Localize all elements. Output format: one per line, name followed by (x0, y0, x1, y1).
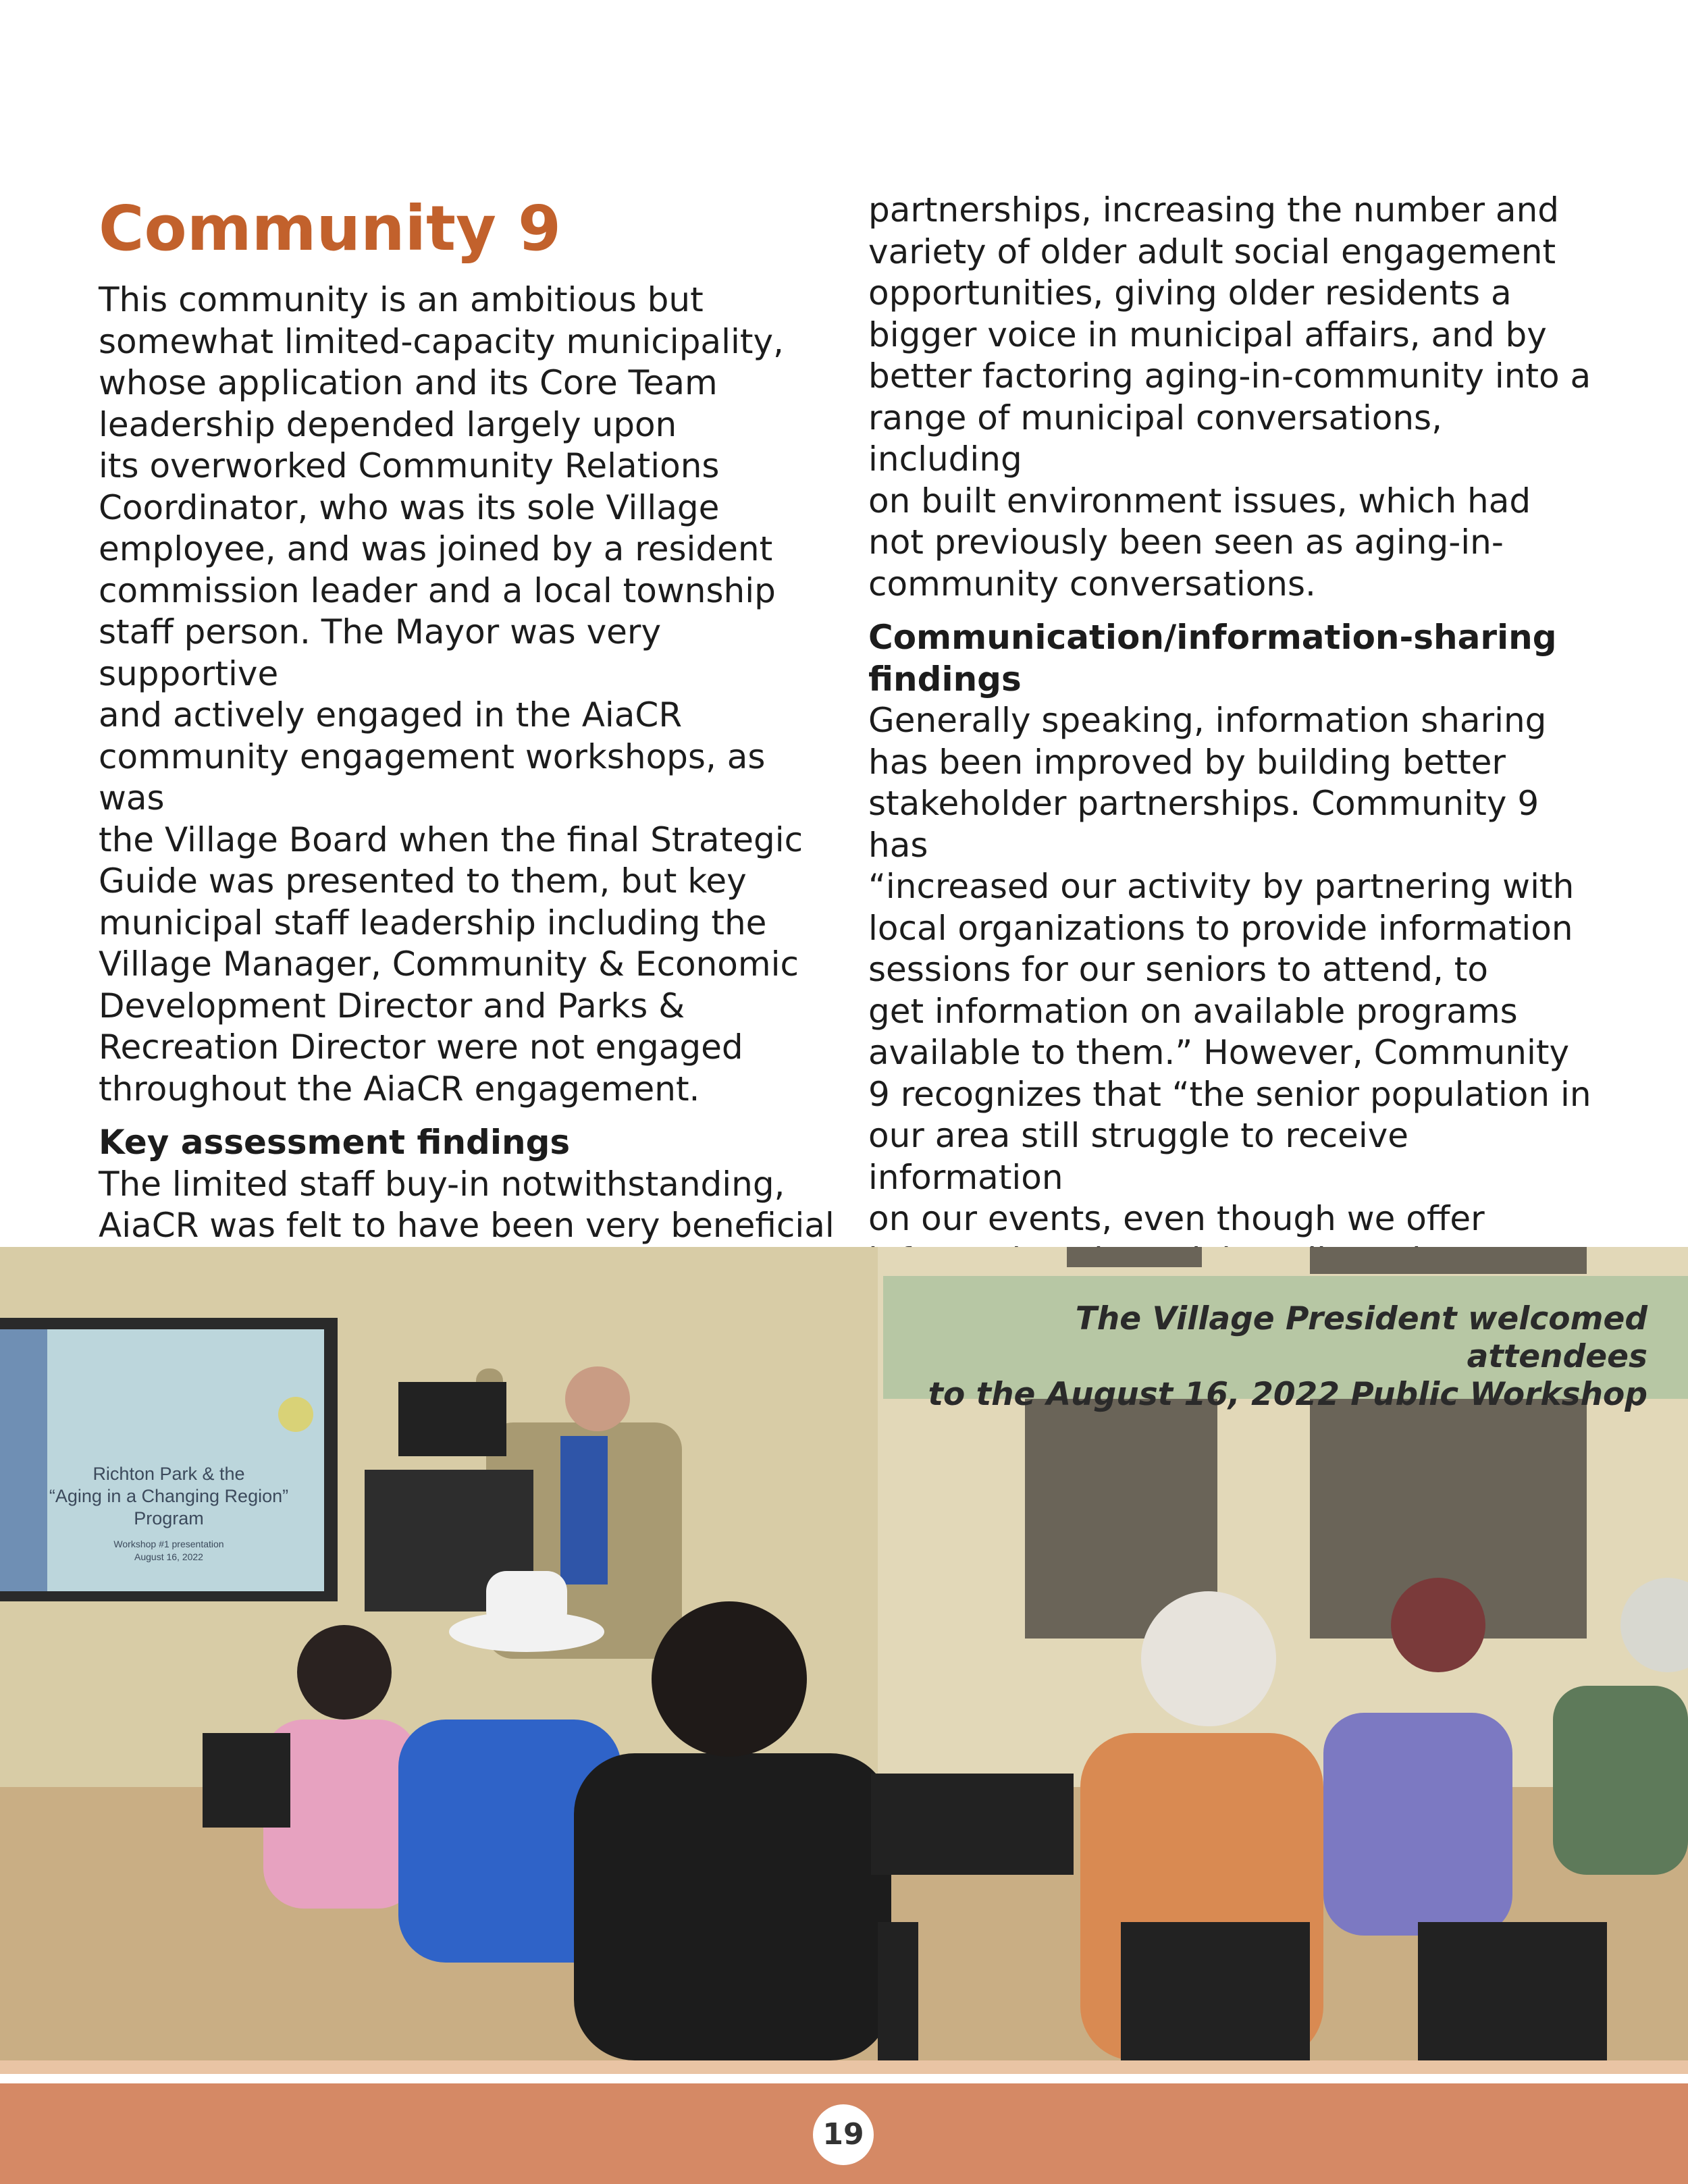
text-line: findings (868, 659, 1022, 699)
text-line: its overworked Community Relations (99, 446, 720, 485)
text-line: available to them.” However, Community (868, 1033, 1570, 1072)
right-column (868, 190, 1604, 1323)
text-line: Coordinator, who was its sole Village (99, 487, 720, 527)
text-line: variety of older adult social engagement (868, 232, 1556, 271)
caption-line: to the August 16, 2022 Public Workshop (928, 1376, 1647, 1413)
caption-line: The Village President welcomed attendees (1075, 1300, 1647, 1375)
text-line: The limited staff buy-in notwithstanding, (99, 1164, 785, 1204)
continued-paragraph (868, 190, 1604, 605)
text-line: Recreation Director were not engaged (99, 1028, 743, 1067)
text-line: community engagement workshops, as was (99, 737, 766, 818)
text-line: leadership depended largely upon (99, 404, 677, 444)
slide-subtitle-line: Workshop #1 presentation (113, 1539, 224, 1549)
text-line: commission leader and a local township (99, 570, 776, 610)
slide-subtitle-line: August 16, 2022 (134, 1551, 203, 1562)
page-number: 19 (813, 2104, 874, 2165)
communication-paragraph (868, 700, 1604, 1323)
slide-title-line: Program (134, 1508, 204, 1528)
slide-title-line: Richton Park & the (93, 1464, 245, 1484)
text-line: community conversations. (868, 564, 1316, 604)
text-line: somewhat limited-capacity municipality, (99, 321, 784, 361)
text-line: sessions for our seniors to attend, to (868, 950, 1488, 989)
text-line: bigger voice in municipal affairs, and by (868, 315, 1547, 354)
text-line: “increased our activity by partnering with (868, 867, 1575, 906)
text-line: has been improved by building better (868, 742, 1506, 782)
slide-title-line: “Aging in a Changing Region” (49, 1486, 289, 1506)
text-line: Guide was presented to them, but key (99, 861, 747, 901)
text-line: better factoring aging-in-community into a (868, 356, 1591, 396)
text-line: AiaCR was felt to have been very beneficial (99, 1206, 835, 1245)
text-line: Village Manager, Community & Economic (99, 944, 799, 984)
photo-caption (883, 1276, 1688, 1413)
text-line: throughout the AiaCR engagement. (99, 1069, 700, 1109)
text-line: Development Director and Parks & (99, 986, 685, 1026)
footer-stripe (0, 2060, 1688, 2074)
text-line: range of municipal conversations, including (868, 398, 1442, 479)
text-line: 9 recognizes that “the senior population in (868, 1074, 1591, 1114)
text-line: local organizations to provide information (868, 908, 1573, 948)
text-line: Communication/information-sharing (868, 618, 1557, 657)
text-line: the Village Board when the final Strategic (99, 820, 803, 859)
page-title: Community 9 (99, 192, 561, 265)
text-line: get information on available programs (868, 991, 1518, 1031)
text-line: not previously been seen as aging-in- (868, 523, 1504, 562)
text-line: whose application and its Core Team (99, 363, 718, 402)
key-assessment-heading: Key assessment findings (99, 1123, 571, 1162)
text-line: staff person. The Mayor was very supportive (99, 612, 662, 693)
text-line: our area still struggle to receive information (868, 1116, 1409, 1197)
text-line: stakeholder partnerships. Community 9 has (868, 784, 1539, 865)
left-column (99, 279, 835, 1288)
intro-paragraph (99, 279, 835, 1110)
text-line: Generally speaking, information sharing (868, 701, 1547, 740)
text-line: This community is an ambitious but (99, 280, 704, 319)
text-line: on our events, even though we offer (868, 1199, 1485, 1238)
text-line: partnerships, increasing the number and (868, 190, 1559, 230)
communication-heading (868, 617, 1604, 700)
text-line: employee, and was joined by a resident (99, 529, 773, 568)
text-line: and actively engaged in the AiaCR (99, 695, 683, 735)
text-line: municipal staff leadership including the (99, 903, 767, 942)
text-line: on built environment issues, which had (868, 481, 1531, 521)
text-line: opportunities, giving older residents a (868, 273, 1512, 313)
